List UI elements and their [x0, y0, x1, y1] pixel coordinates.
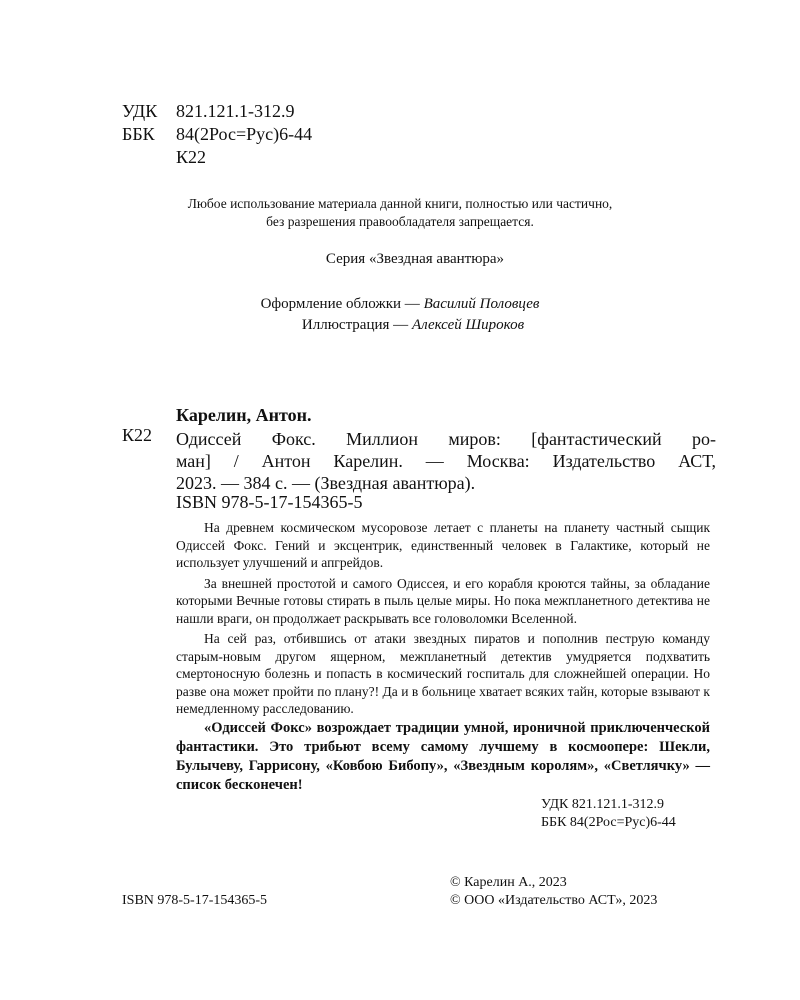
- udk-label: УДК: [122, 101, 158, 121]
- notice-line-2: без разрешения правообладателя запрещается.: [266, 214, 534, 229]
- bbk-value: 84(2Рос=Рус)6-44: [176, 124, 313, 144]
- udk-value: 821.121.1-312.9: [176, 101, 295, 121]
- record-author-mark: К22: [122, 425, 153, 445]
- small-udk: УДК 821.121.1-312.9: [541, 797, 665, 812]
- bib-line-2: ман] / Антон Карелин. — Москва: Издательство АСТ,: [176, 451, 716, 471]
- copyright-notice: [0, 195, 800, 231]
- bbk-label: ББК: [122, 124, 155, 144]
- copyright-block: [450, 874, 657, 910]
- bib-line-3: 2023. — 384 с. — (Звездная авантюра).: [176, 473, 476, 493]
- record-isbn: ISBN 978-5-17-154365-5: [176, 492, 363, 512]
- author-mark: К22: [176, 147, 207, 167]
- annotation-paragraph: За внешней простотой и самого Одиссея, и его корабля кроются тайны, за обладание которыми Вечные готовы стирать в пыль целые миры. Но пока межпланетного детектива не нашли враги, он продолжает раскрывать все головоломки Вселенной.: [176, 575, 710, 626]
- footer-isbn: ISBN 978-5-17-154365-5: [122, 893, 268, 908]
- annotation: [176, 519, 710, 721]
- record-author: Карелин, Антон.: [176, 405, 312, 425]
- copyright-author: © Карелин А., 2023: [450, 875, 567, 890]
- promo-paragraph: «Одиссей Фокс» возрождает традиции умной, ироничной приключенческой фантастики. Это трибьют всему самому лучшему в космоопере: Шекли, Булычеву, Гаррисону, «Ковбою Бибопу», «Звездным королям», «Светлячку» — список бесконечен!: [176, 720, 710, 793]
- udk-line: [122, 100, 295, 123]
- small-classification: [541, 796, 676, 832]
- illustration-label: Иллюстрация —: [301, 317, 412, 333]
- illustrator: Алексей Широков: [411, 317, 525, 333]
- cover-designer: Василий Половцев: [423, 296, 540, 312]
- series-title: Серия «Звездная авантюра»: [325, 251, 505, 267]
- bbk-line: [122, 123, 312, 146]
- illustration-credit: [0, 315, 800, 336]
- notice-line-1: Любое использование материала данной книги, полностью или частично,: [187, 196, 613, 211]
- annotation-paragraph: На древнем космическом мусоровозе летает с планеты на планету частный сыщик Одиссей Фокс. Гений и эксцентрик, единственный человек в Галактике, который не использует улучшений и апгрейдов.: [176, 520, 710, 570]
- copyright-publisher: © ООО «Издательство АСТ», 2023: [450, 893, 658, 908]
- annotation-paragraph: На сей раз, отбившись от атаки звездных пиратов и пополнив пеструю команду старым-новым другом ящерном, межпланетный детектив умудряется подхватить смертоносную болезнь и попасть в космический госпиталь для сложнейшей операции. Но разве она может пройти по плану?! Да и в больнице хватает всяких тайн, которые взывают к немедленному расследованию.: [176, 631, 710, 716]
- credits: [0, 294, 800, 336]
- cover-credit: [0, 294, 800, 315]
- cover-label: Оформление обложки —: [260, 296, 424, 312]
- bibliographic-description: [176, 428, 716, 494]
- small-bbk: ББК 84(2Рос=Рус)6-44: [541, 815, 676, 830]
- promo-text: [176, 719, 710, 795]
- bib-line-1: Одиссей Фокс. Миллион миров: [фантастический ро-: [176, 429, 716, 449]
